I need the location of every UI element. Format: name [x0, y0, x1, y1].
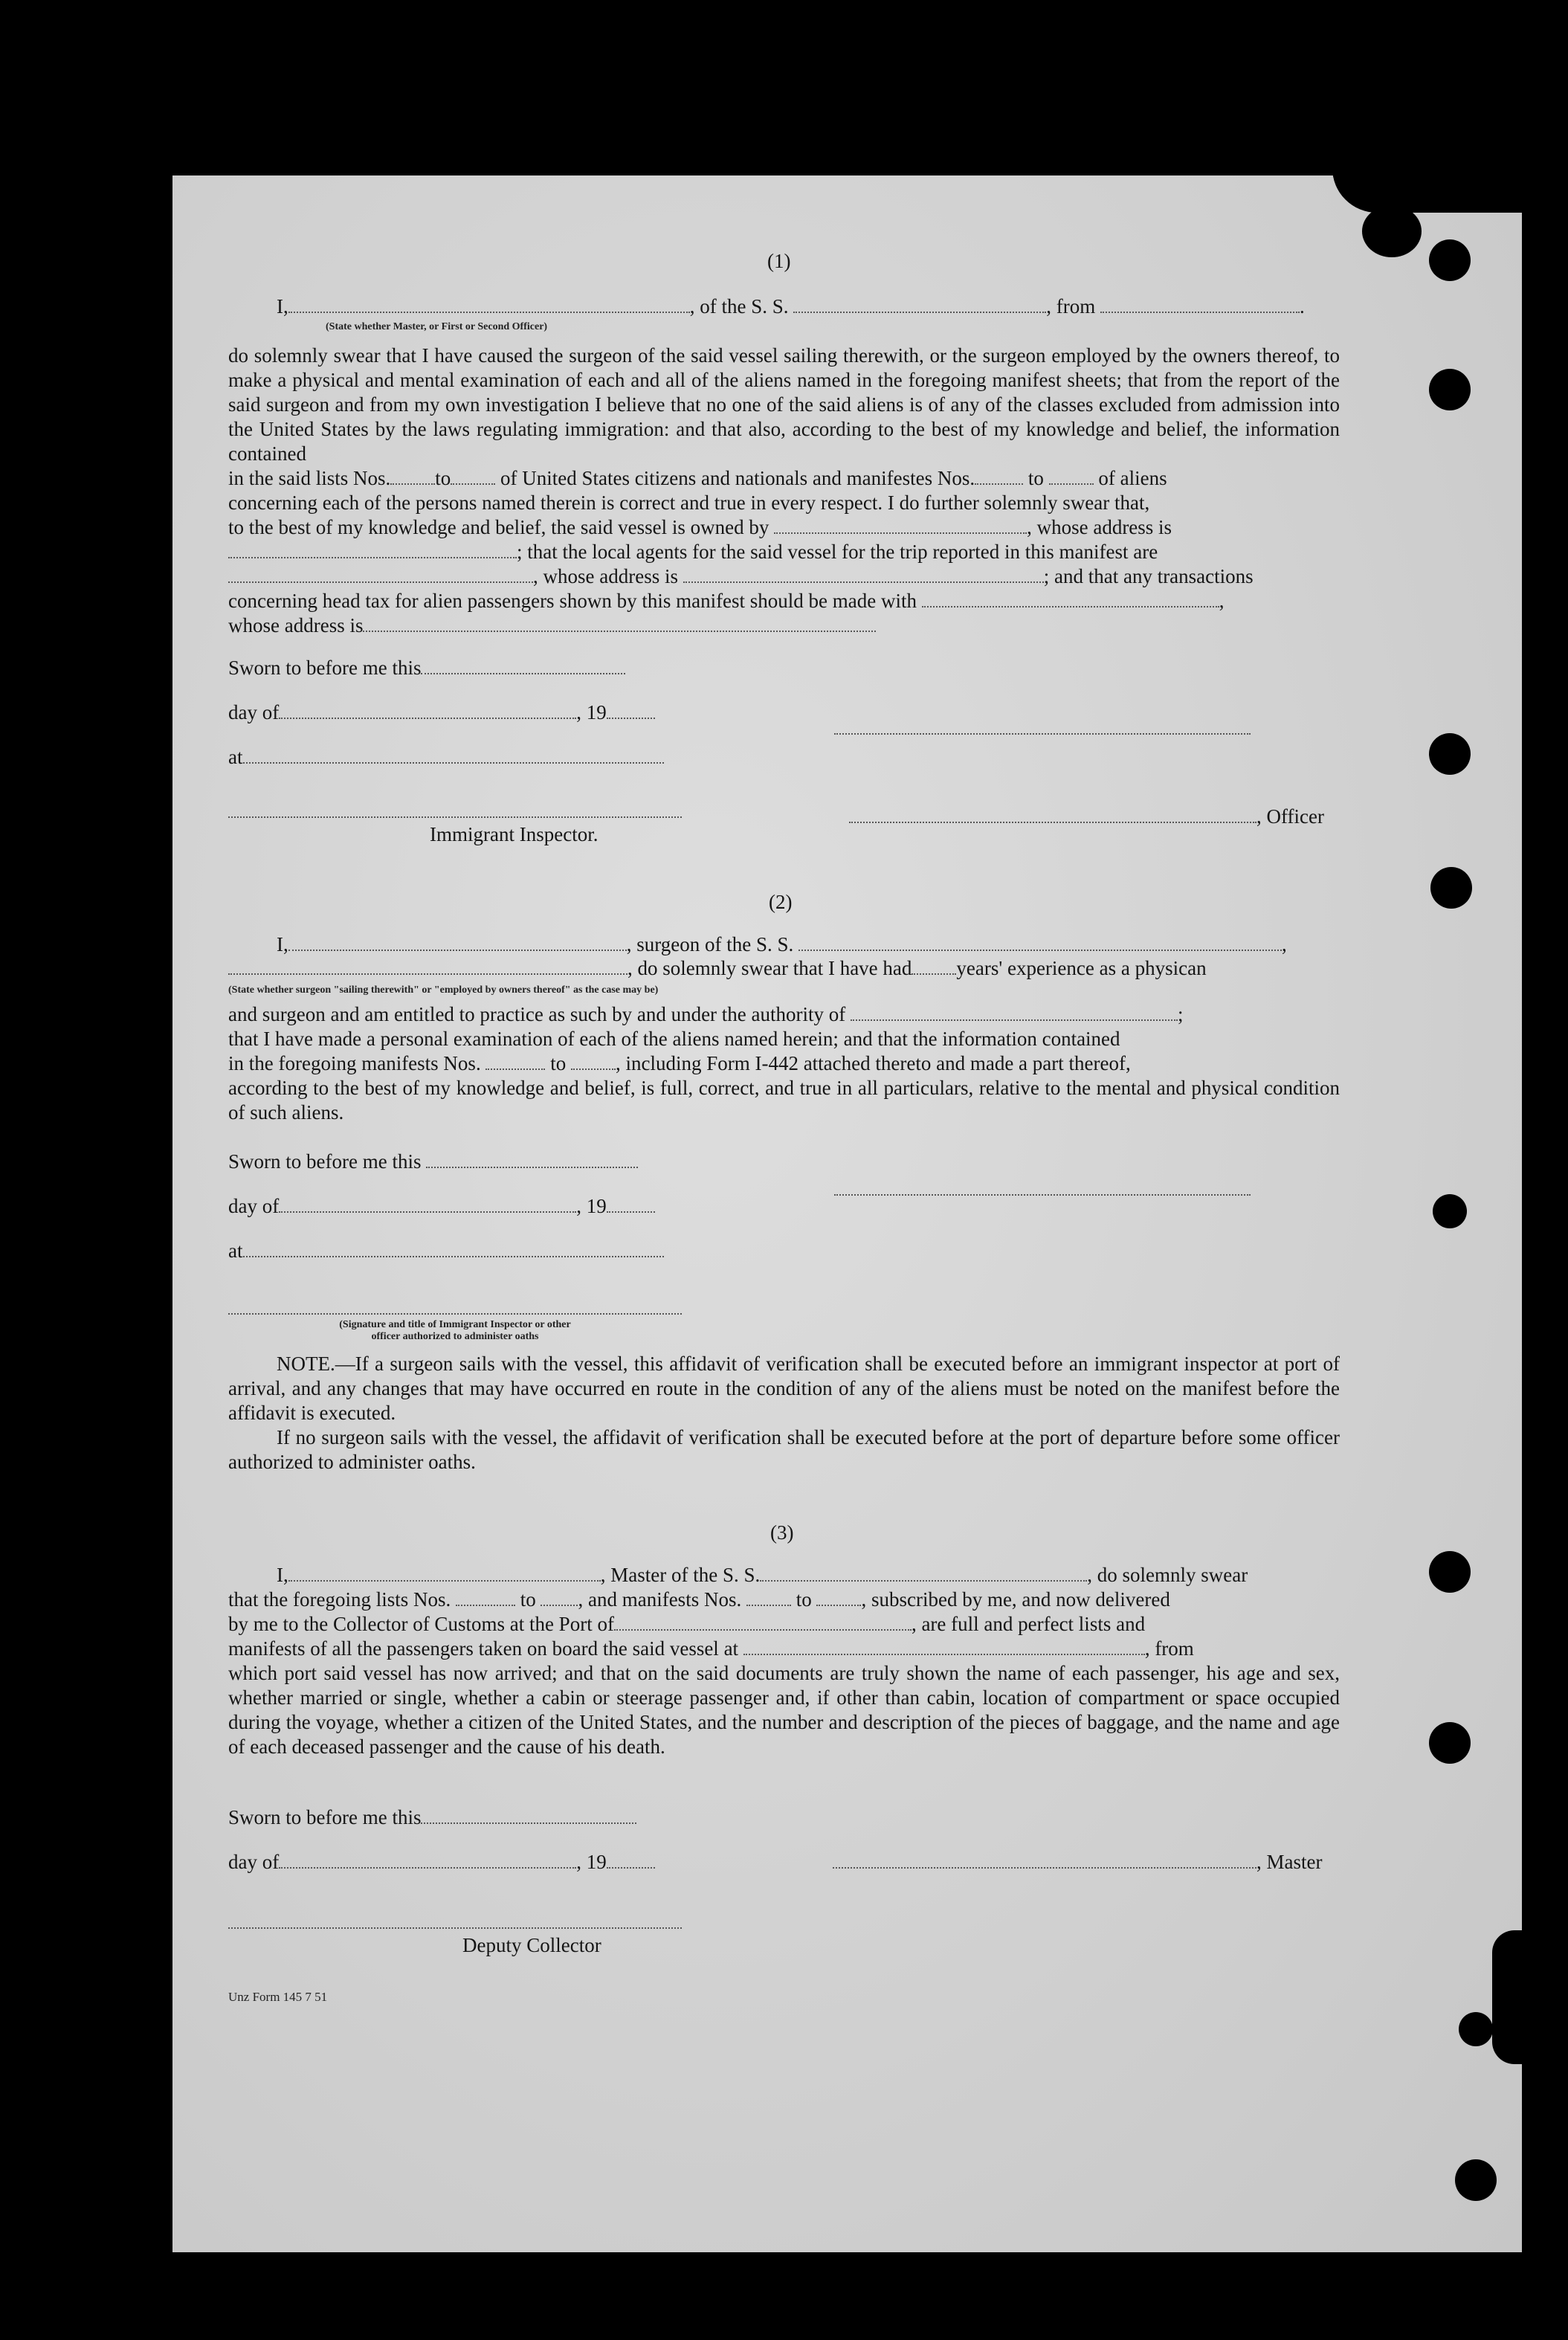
punch-hole	[1429, 733, 1471, 775]
swear-label: , do solemnly swear that I have had	[627, 957, 912, 979]
swear-label: , do solemnly swear	[1087, 1564, 1248, 1586]
torn-edge-bottom	[1492, 1930, 1537, 2064]
at-place-field[interactable]	[243, 746, 664, 764]
at-line-1	[228, 745, 664, 769]
master-signature-field[interactable]	[833, 1851, 1256, 1869]
officer-name-field[interactable]	[288, 295, 690, 313]
at-label: at	[228, 746, 243, 768]
note	[228, 1352, 1340, 1474]
manifests-from-field[interactable]	[485, 1052, 545, 1070]
surgeon-of-label: , surgeon of the S. S.	[626, 933, 794, 955]
lists-to-field[interactable]	[541, 1588, 578, 1606]
experience-label: years' experience as a physican	[956, 957, 1207, 979]
address-label: , whose address is	[1027, 516, 1172, 538]
owner-address-field[interactable]	[228, 541, 517, 558]
section-2-body	[228, 1002, 1340, 1125]
section-1-number: (1)	[767, 250, 791, 272]
year-label: , 19	[576, 701, 607, 723]
semicolon: ;	[1178, 1003, 1184, 1025]
lists-label: that the foregoing lists Nos.	[228, 1588, 451, 1611]
officer-signature-line	[849, 805, 1324, 828]
ship-name-field[interactable]	[793, 295, 1046, 313]
from-label: , from	[1144, 1637, 1194, 1660]
at-label: at	[228, 1240, 243, 1262]
owned-by-label: to the best of my knowledge and belief, the said vessel is owned by	[228, 516, 770, 538]
lists-from-field[interactable]	[390, 467, 435, 485]
i-label: I,	[277, 295, 288, 318]
sworn-line-3	[228, 1805, 636, 1829]
experience-line	[228, 956, 1207, 980]
year-label: , 19	[576, 1195, 607, 1217]
deputy-collector-label: Deputy Collector	[462, 1934, 601, 1956]
sworn-label: Sworn to before me this	[228, 1806, 422, 1828]
body-text: according to the best of my knowledge and belief, is full, correct, and true in all particulars, relative to the mental and physical condition of such aliens.	[228, 1077, 1340, 1124]
master-signature-line	[833, 1850, 1322, 1874]
year-field[interactable]	[607, 1195, 655, 1213]
at-place-field[interactable]	[243, 1240, 664, 1257]
lists-to-field[interactable]	[451, 467, 495, 485]
sworn-label: Sworn to before me this	[228, 657, 422, 679]
officer-signature-line[interactable]	[228, 1313, 682, 1315]
officer-label: , Officer	[1256, 805, 1324, 828]
whose-address-line	[228, 613, 1340, 638]
manifests-label: in the foregoing manifests Nos.	[228, 1052, 481, 1074]
sworn-day-field[interactable]	[421, 1806, 636, 1824]
taken-label: manifests of all the passengers taken on board the said vessel at	[228, 1637, 739, 1660]
punch-hole	[1429, 369, 1471, 410]
month-field[interactable]	[279, 701, 576, 719]
whose-address-label: whose address is	[228, 614, 364, 636]
manifests-from-field[interactable]	[975, 467, 1023, 485]
day-of-label: day of	[228, 1851, 280, 1873]
punch-hole	[1429, 239, 1471, 281]
punch-hole	[1429, 1722, 1471, 1764]
sworn-line-1	[228, 656, 625, 680]
master-label: , Master	[1256, 1851, 1323, 1873]
punch-hole	[1433, 1194, 1467, 1228]
manifests-label: of United States citizens and nationals and manifestes Nos.	[500, 467, 975, 489]
port-line	[228, 1612, 1340, 1637]
surgeon-name-field[interactable]	[288, 933, 627, 951]
body-text: do solemnly swear that I have caused the surgeon of the said vessel sailing therewith, or the surgeon employed by the owners thereof, to make a physical and mental examination of each and all of the aliens named in the foregoing manifest sheets; that from the report of the said surgeon and from my own investigation I believe that no one of the said aliens is of any of the classes excluded from admission into the United States by the laws regulating immigration: and that also, according to the best of my knowledge and belief, the information contained	[228, 344, 1340, 465]
officer-caption: (State whether Master, or First or Second Officer)	[326, 321, 548, 332]
manifests-to-field[interactable]	[1049, 467, 1094, 485]
day-of-label: day of	[228, 1195, 280, 1217]
sworn-label: Sworn to before me this	[228, 1150, 422, 1173]
surgeon-caption: (State whether surgeon "sailing therewith" or "employed by owners thereof" as the case may be)	[228, 984, 659, 996]
surgeon-line	[277, 932, 1287, 956]
caption-line: officer authorized to administer oaths	[371, 1331, 539, 1342]
punch-hole	[1430, 867, 1472, 909]
authority-line	[228, 1002, 1340, 1027]
owner-field[interactable]	[774, 516, 1027, 534]
note-paragraph: NOTE.—If a surgeon sails with the vessel, this affidavit of verification shall be executed before an immigrant inspector at port of arrival, and any changes that may have occurred en route in the condition of any of the aliens must be noted on the manifest before the affidavit is executed.	[228, 1353, 1340, 1424]
agents-field[interactable]	[228, 565, 533, 583]
inspector-signature-line[interactable]	[228, 816, 682, 818]
period: .	[1300, 295, 1305, 318]
day-line-1	[228, 700, 655, 724]
to-label: to	[1027, 467, 1044, 489]
punch-hole	[1455, 2159, 1497, 2201]
sworn-line-2	[228, 1150, 638, 1173]
aliens-label: of aliens	[1098, 467, 1167, 489]
authority-field[interactable]	[851, 1003, 1178, 1021]
section-1-body	[228, 344, 1340, 638]
officer-signature-field[interactable]	[849, 805, 1256, 823]
manifests-from-field[interactable]	[746, 1588, 791, 1606]
address-label: , whose address is	[533, 565, 678, 587]
torn-corner	[1332, 168, 1526, 213]
year-field[interactable]	[607, 1851, 655, 1869]
from-port-field[interactable]	[1100, 295, 1300, 313]
taken-line	[228, 1637, 1340, 1661]
form-number: Unz Form 145 7 51	[228, 1990, 328, 2004]
torn-edge	[1362, 205, 1422, 257]
body-text: concerning each of the persons named therein is correct and true in every respect. I do further solemnly swear that,	[228, 491, 1150, 514]
of-ss-label: , of the S. S.	[689, 295, 789, 318]
master-line	[228, 1563, 1340, 1588]
master-name-field[interactable]	[288, 1564, 601, 1582]
agents-line	[228, 540, 1340, 564]
sworn-day-field[interactable]	[421, 657, 625, 674]
from-label: , from	[1046, 295, 1096, 318]
agents-label: ; that the local agents for the said vessel for the trip reported in this manifest are	[517, 541, 1158, 563]
note-paragraph: If no surgeon sails with the vessel, the affidavit of verification shall be executed before at the port of departure before some officer authorized to administer oaths.	[228, 1426, 1340, 1473]
i-label: I,	[277, 1564, 288, 1586]
agent-address-field[interactable]	[683, 565, 1044, 583]
head-tax-field[interactable]	[922, 590, 1219, 607]
manifests-to-field[interactable]	[571, 1052, 616, 1070]
day-of-label: day of	[228, 701, 280, 723]
body-text: that I have made a personal examination of each of the aliens named herein; and that the information contained	[228, 1028, 1120, 1050]
year-field[interactable]	[607, 701, 655, 719]
section-3-body	[228, 1563, 1340, 1759]
lists-line	[228, 466, 1340, 491]
head-tax-line	[228, 589, 1340, 613]
manifests-line	[228, 1051, 1340, 1076]
port-label: by me to the Collector of Customs at the Port of	[228, 1613, 614, 1635]
form-sheet	[172, 175, 1522, 2252]
month-field[interactable]	[279, 1195, 576, 1213]
collector-signature-line[interactable]	[228, 1927, 682, 1929]
embark-port-field[interactable]	[743, 1637, 1145, 1655]
delivered-label: , subscribed by me, and now delivered	[861, 1588, 1170, 1611]
comma: ,	[1282, 933, 1287, 955]
master-of-label: , Master of the S. S.	[600, 1564, 761, 1586]
ship-name-field[interactable]	[798, 933, 1282, 951]
to-label: to	[796, 1588, 812, 1611]
punch-hole	[1429, 1551, 1471, 1593]
authority-label: and surgeon and am entitled to practice as such by and under the authority of	[228, 1003, 846, 1025]
manifests-label: , and manifests Nos.	[578, 1588, 742, 1611]
day-line-2	[228, 1194, 655, 1218]
perfect-lists-label: , are full and perfect lists and	[911, 1613, 1146, 1635]
caption-line: (Signature and title of Immigrant Inspector or other	[339, 1319, 571, 1330]
to-label: to	[435, 467, 451, 489]
to-label: to	[520, 1588, 536, 1611]
year-label: , 19	[576, 1851, 607, 1873]
port-field[interactable]	[614, 1613, 912, 1631]
month-field[interactable]	[279, 1851, 576, 1869]
comma: ,	[1219, 590, 1225, 612]
head-tax-label: concerning head tax for alien passengers shown by this manifest should be made with	[228, 590, 917, 612]
owner-line	[228, 515, 1340, 540]
lists-label: in the said lists Nos.	[228, 467, 391, 489]
at-line-2	[228, 1239, 664, 1263]
immigrant-inspector-label: Immigrant Inspector.	[430, 823, 599, 845]
section-2-number: (2)	[769, 891, 793, 913]
sworn-day-field[interactable]	[426, 1150, 638, 1168]
i-label: I,	[277, 933, 288, 955]
body-text: which port said vessel has now arrived; and that on the said documents are truly shown the name of each passenger, his age and sex, whether married or single, whether a cabin or steerage passenger and, if other than cabin, location of compartment or space occupied during the voyage, whether a citizen of the United States, and the number and description of the pieces of baggage, and the name and age of each deceased passenger and the cause of his death.	[228, 1662, 1340, 1758]
section-1-header-line	[277, 294, 1340, 318]
agent-address-line	[228, 564, 1340, 589]
head-tax-address-field[interactable]	[363, 614, 876, 632]
manifests-to-field[interactable]	[816, 1588, 861, 1606]
lists-line	[228, 1588, 1340, 1612]
signature-line[interactable]	[834, 733, 1251, 735]
years-field[interactable]	[912, 957, 956, 975]
surgeon-status-field[interactable]	[228, 957, 627, 975]
surgeon-signature-line[interactable]	[834, 1194, 1251, 1196]
punch-hole	[1459, 2012, 1493, 2046]
form-label: , including Form I-442 attached thereto and made a part thereof,	[615, 1052, 1131, 1074]
section-3-number: (3)	[770, 1521, 794, 1544]
to-label: to	[550, 1052, 567, 1074]
signature-caption	[284, 1319, 626, 1343]
transactions-label: ; and that any transactions	[1043, 565, 1254, 587]
lists-from-field[interactable]	[456, 1588, 515, 1606]
ship-name-field[interactable]	[760, 1564, 1087, 1582]
day-line-3	[228, 1850, 655, 1874]
